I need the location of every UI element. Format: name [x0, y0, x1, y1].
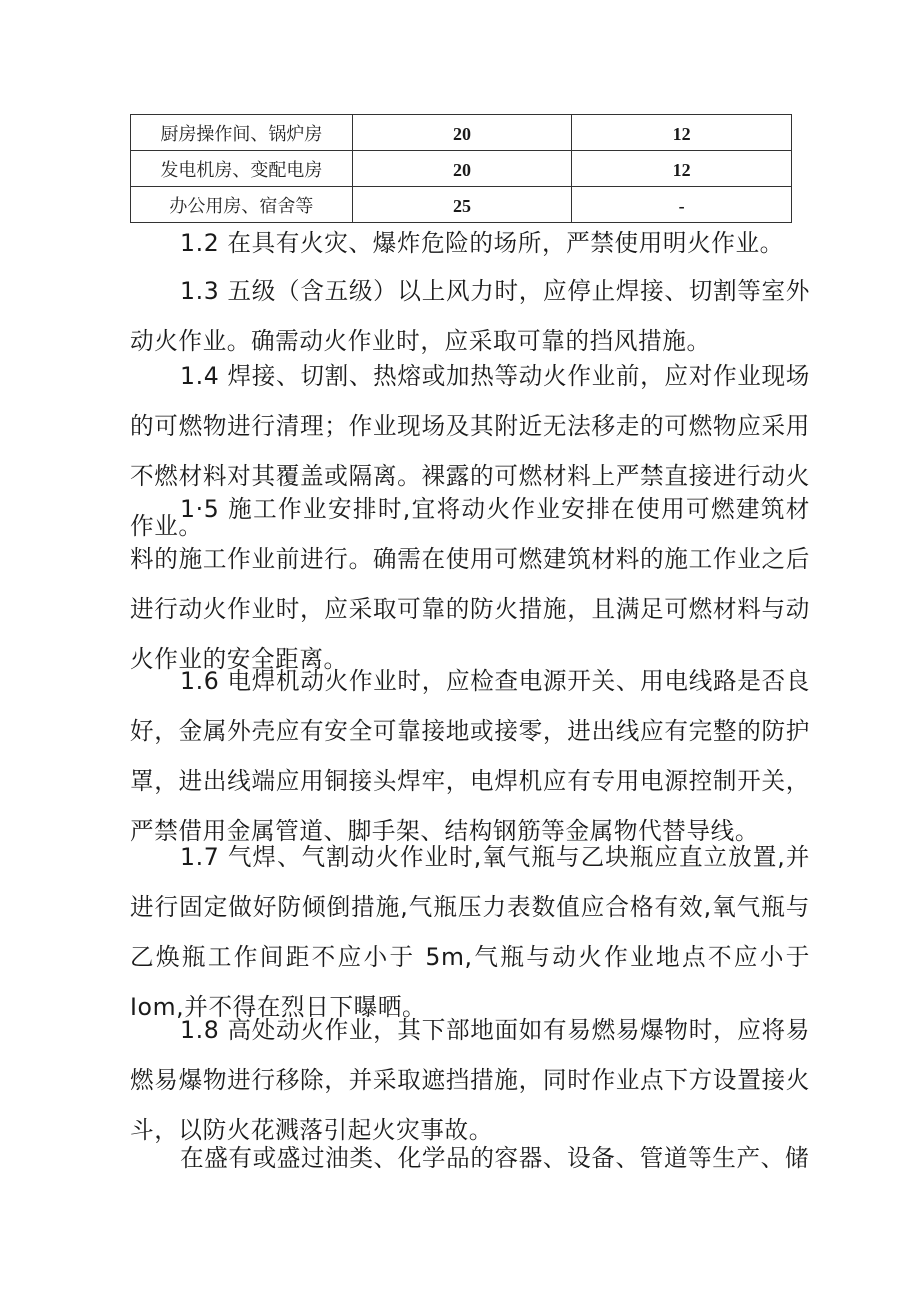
table-cell-value: 20 — [352, 151, 572, 187]
paragraph-1-4: 1.4 焊接、切割、热熔或加热等动火作业前，应对作业现场的可燃物进行清理；作业现场及其附近无法移走的可燃物应采用不燃材料对其覆盖或隔离。裸露的可燃材料上严禁直接进行动火作业。 — [130, 362, 810, 540]
paragraph-1-5: 1·5 施工作业安排时,宜将动火作业安排在使用可燃建筑材料的施工作业前进行。确需在使用可燃建筑材料的施工作业之后进行动火作业时，应采取可靠的防火措施，且满足可燃材料与动火作业的安全距离。 — [130, 495, 810, 673]
paragraph-1-7: 1.7 气焊、气割动火作业时,氧气瓶与乙块瓶应直立放置,并进行固定做好防倾倒措施,气瓶压力表数值应合格有效,氧气瓶与乙焕瓶工作间距不应小于 5m,气瓶与动火作业地点不应小于 Iom,并不得在烈日下曝晒。 — [130, 843, 810, 1021]
table-cell-name: 厨房操作间、锅炉房 — [131, 115, 353, 151]
table-cell-name: 发电机房、变配电房 — [131, 151, 353, 187]
table-cell-value: 12 — [572, 115, 792, 151]
paragraph-1-2: 1.2 在具有火灾、爆炸危险的场所，严禁使用明火作业。 — [180, 229, 784, 257]
table-row — [131, 151, 792, 187]
table-cell-value: - — [572, 187, 792, 223]
table-cell-value: 12 — [572, 151, 792, 187]
table-cell-name: 办公用房、宿舍等 — [131, 187, 353, 223]
table-row — [131, 115, 792, 151]
paragraph-continued: 在盛有或盛过油类、化学品的容器、设备、管道等生产、储 — [180, 1144, 810, 1172]
paragraph-1-6: 1.6 电焊机动火作业时，应检查电源开关、用电线路是否良好，金属外壳应有安全可靠接地或接零，进出线应有完整的防护罩，进出线端应用铜接头焊牢，电焊机应有专用电源控制开关，严禁借用金属管道、脚手架、结构钢筋等金属物代替导线。 — [130, 667, 810, 845]
table-cell-value: 20 — [352, 115, 572, 151]
paragraph-1-3: 1.3 五级（含五级）以上风力时，应停止焊接、切割等室外动火作业。确需动火作业时，应采取可靠的挡风措施。 — [130, 277, 810, 355]
distance-table — [130, 114, 792, 223]
table-cell-value: 25 — [352, 187, 572, 223]
paragraph-1-8: 1.8 高处动火作业，其下部地面如有易燃易爆物时，应将易燃易爆物进行移除，并采取遮挡措施，同时作业点下方设置接火斗，以防火花溅落引起火灾事故。 — [130, 1016, 810, 1144]
